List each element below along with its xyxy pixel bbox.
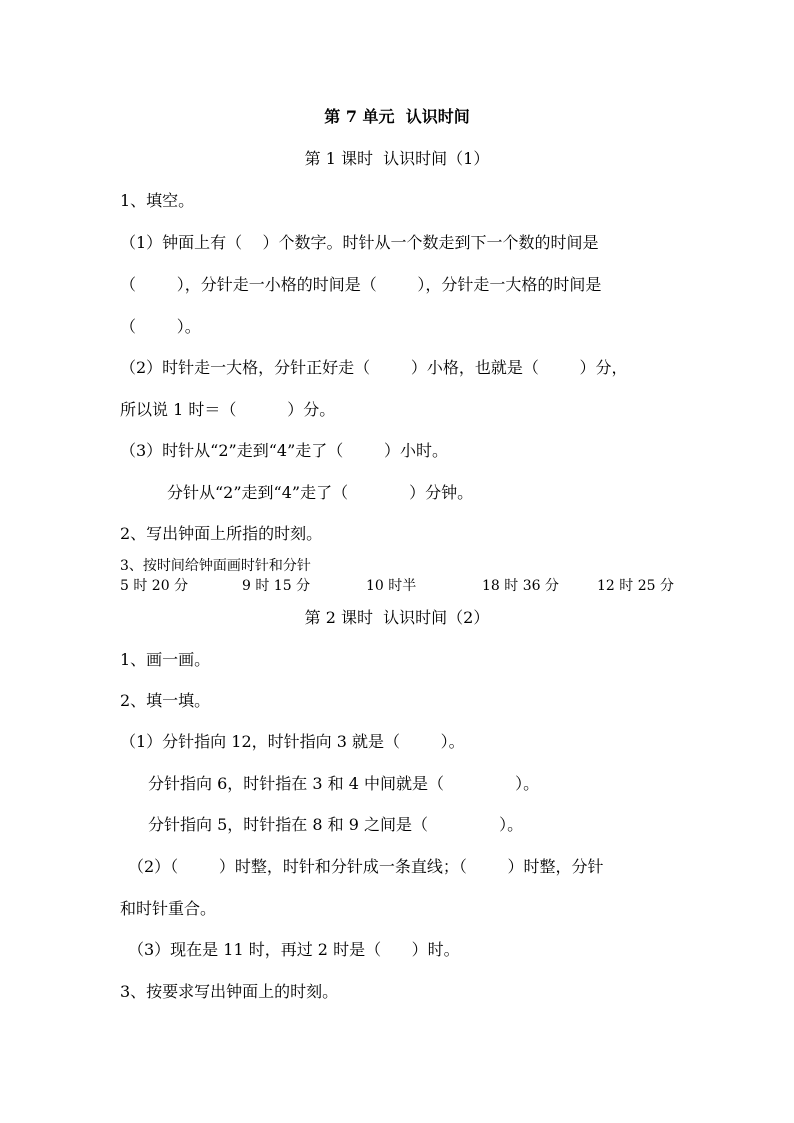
lesson2-q2-p1-line2: 分针指向 6，时针指在 3 和 4 中间就是（ ）。 xyxy=(148,774,540,793)
lesson1-q1-p3-line2: 分针从“2”走到“4”走了（ ）分钟。 xyxy=(167,483,474,502)
time-item: 18 时 36 分 xyxy=(482,578,559,594)
lesson1-title: 第 1 课时 认识时间（1） xyxy=(304,149,490,168)
time-item: 9 时 15 分 xyxy=(242,578,311,594)
lesson2-q1-heading: 1、画一画。 xyxy=(120,650,211,669)
lesson1-q1-p2-line2: 所以说 1 时＝（ ）分。 xyxy=(120,400,336,419)
lesson1-q1-p1-line1: （1）钟面上有（ ）个数字。时针从一个数走到下一个数的时间是 xyxy=(120,233,599,252)
lesson2-q2-p1-line3: 分针指向 5，时针指在 8 和 9 之间是（ ）。 xyxy=(148,815,524,834)
lesson2-title: 第 2 课时 认识时间（2） xyxy=(304,608,490,627)
lesson1-q3-heading: 3、按时间给钟面画时针和分针 xyxy=(120,558,311,574)
time-list xyxy=(120,577,680,597)
unit-title: 第 7 单元 认识时间 xyxy=(324,107,470,126)
lesson1-q1-p1-line3: （ ）。 xyxy=(120,317,201,336)
lesson2-q3-heading: 3、按要求写出钟面上的时刻。 xyxy=(120,982,339,1001)
lesson2-q2-p3-line1: （3）现在是 11 时，再过 2 时是（ ）时。 xyxy=(128,940,460,959)
lesson1-q1-p1-line2: （ ），分针走一小格的时间是（ ），分针走一大格的时间是 xyxy=(120,275,602,294)
lesson2-q2-heading: 2、填一填。 xyxy=(120,691,211,710)
lesson2-q2-p2-line1: （2）（ ）时整，时针和分针成一条直线；（ ）时整，分针 xyxy=(128,857,604,876)
lesson2-q2-p2-line2: 和时针重合。 xyxy=(120,899,217,918)
lesson1-q1-heading: 1、填空。 xyxy=(120,191,195,210)
time-item: 12 时 25 分 xyxy=(597,578,674,594)
lesson1-q1-p2-line1: （2）时针走一大格，分针正好走（ ）小格，也就是（ ）分， xyxy=(120,358,628,377)
lesson1-q1-p3-line1: （3）时针从“2”走到“4”走了（ ）小时。 xyxy=(120,441,448,460)
lesson2-q2-p1-line1: （1）分针指向 12，时针指向 3 就是（ ）。 xyxy=(120,732,465,751)
time-item: 10 时半 xyxy=(366,578,417,594)
lesson1-q2-heading: 2、写出钟面上所指的时刻。 xyxy=(120,524,323,543)
time-item: 5 时 20 分 xyxy=(120,578,189,594)
